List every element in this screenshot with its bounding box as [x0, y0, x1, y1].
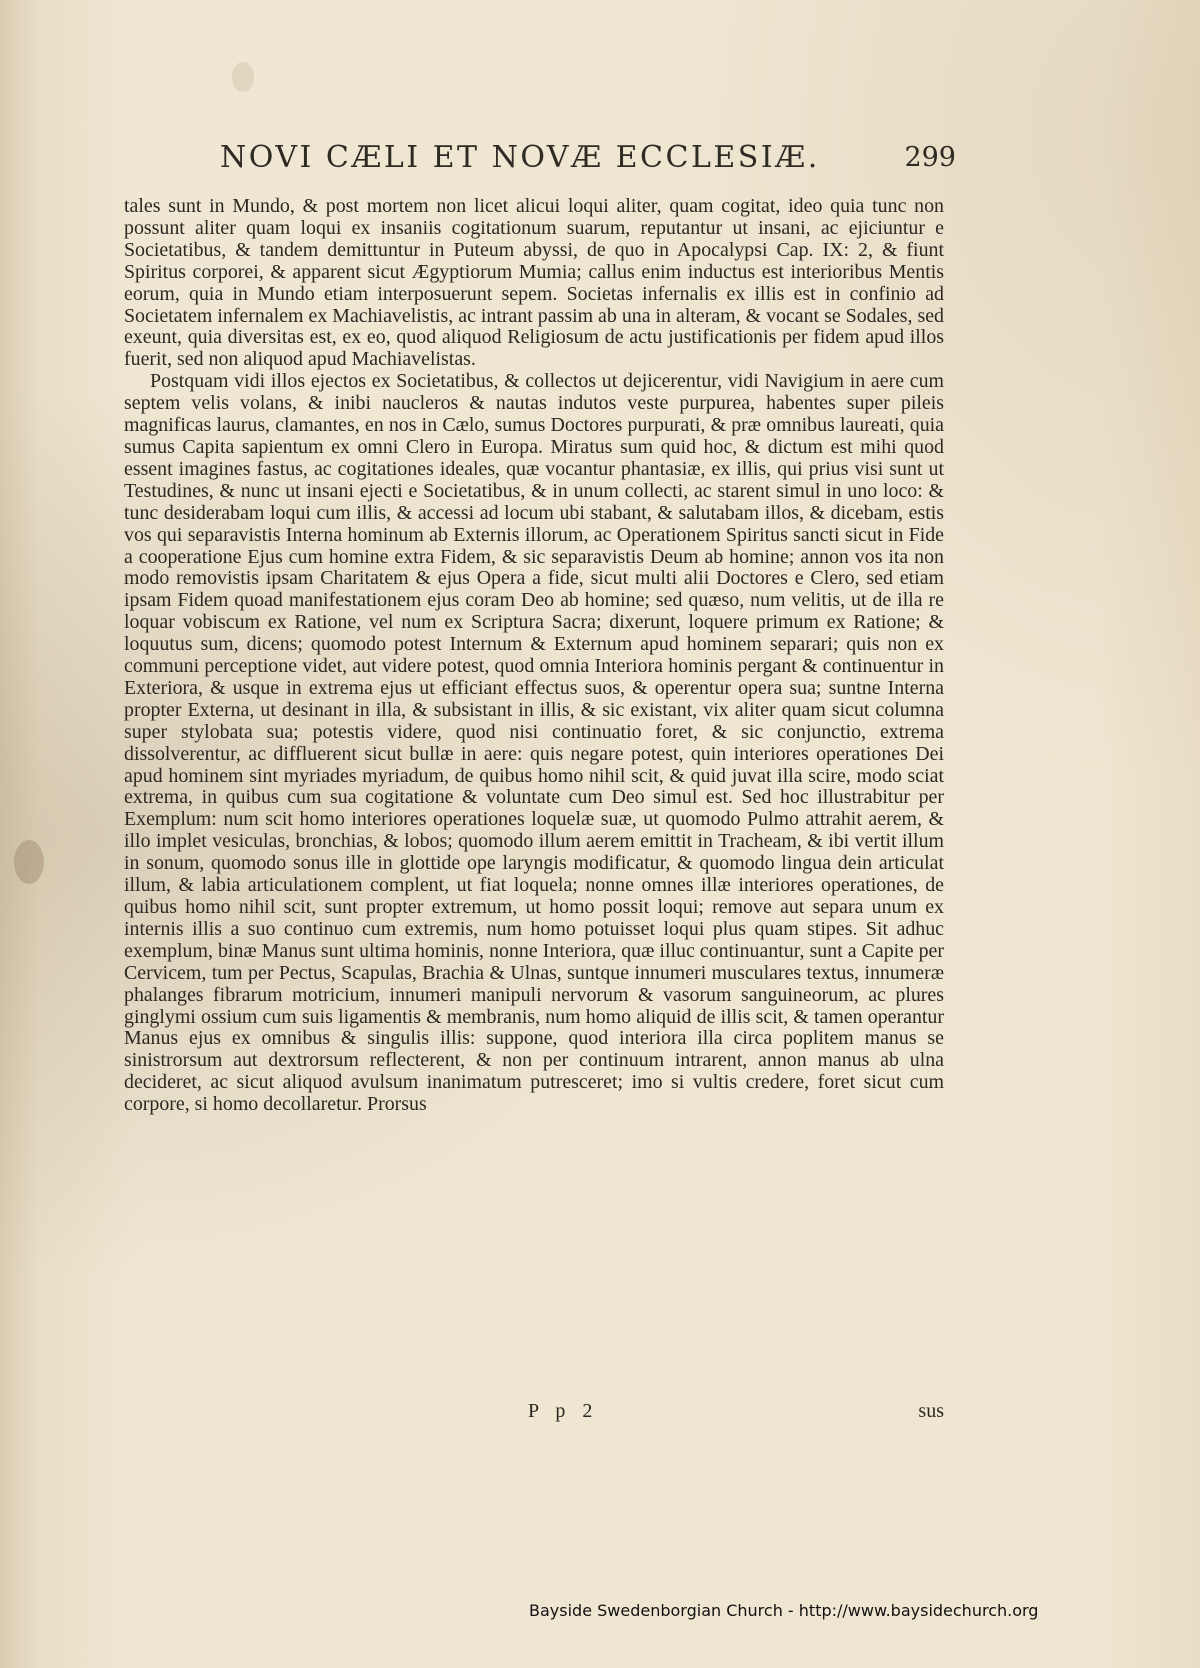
paragraph: Postquam vidi illos ejectos ex Societatibus, & collectos ut dejicerentur, vidi Navigium in aere cum septem velis volans, & inibi naucleros & nautas indutos veste purpurea, habentes super pileis magnificas laurus, clamantes, en nos in Cælo, sumus Doctores purpurati, & præ omnibus laureati, quia sumus Capita sapientum ex omni Clero in Europa. Miratus sum quid hoc, & dictum est mihi quod essent imagines fastus, ac cogitationes ideales, quæ vocantur phantasiæ, ex illis, qui prius visi sunt ut Testudines, & nunc ut insani ejecti e Societatibus, & in unum collecti, ac starent simul in uno loco: & tunc desiderabam loqui cum illis, & accessi ad locum ubi stabant, & salutabam illos, & dicebam, estis vos qui separavistis Interna hominum ab Externis illorum, ac Operationem Spiritus sancti sicut in Fide a cooperatione Ejus cum homine extra Fidem, & sic separavistis Deum ab homine; annon vos ita non modo removistis ipsam Charitatem & ejus Opera a fide, sicut multi alii Doctores e Clero, sed etiam ipsam Fidem quoad manifestationem ejus coram Deo ab homine; sed quæso, num velitis, ut de illa re loquar vobiscum ex Ratione, vel num ex Scriptura Sacra; dixerunt, loquere primum ex Ratione; & loquutus sum, dicens; quomodo potest Internum & Externum apud hominem separari; quis non ex communi perceptione videt, aut videre potest, quod omnia Interiora hominis pergant & continuentur in Exteriora, & usque in extrema ejus ut efficiant effectus suos, & operentur opera sua; suntne Interna propter Externa, ut desinant in illa, & subsistant in illis, & sic existant, vix aliter quam sicut columna super stylobata sua; potestis videre, quod nisi continuatio foret, & sic conjunctio, extrema dissolverentur, ac diffluerent sicut bullæ in aere: quis negare potest, quin interiores operationes Dei apud hominem sint myriades myriadum, de quibus homo nihil scit, & quid juvat illa scire, modo sciat extrema, in quibus cum sua cogitatione & voluntate cum Deo simul est. Sed hoc illustrabitur per Exemplum: num scit homo interiores operationes loquelæ suæ, ut quomodo Pulmo attrahit aerem, & illo implet vesiculas, bronchias, & lobos; quomodo illum aerem emittit in Tracheam, & ibi vertit illum in sonum, quomodo sonus ille in glottide ope laryngis modificatur, & quomodo lingua dein articulat illum, & labia articulationem complent, ut fiat loquela; nonne omnes illæ interiores operationes, de quibus homo nihil scit, sunt propter extremum, ut homo possit loqui; remove aut separa unum ex internis illis a suo continuo cum extremis, num homo potuisset loqui plus quam stipes. Sit adhuc exemplum, binæ Manus sunt ultima hominis, nonne Interiora, quæ illuc continuantur, sunt a Capite per Cervicem, tum per Pectus, Scapulas, Brachia & Ulnas, suntque innumeri musculares textus, innumeræ phalanges fibrarum motricium, innumeri manipuli nervorum & vasorum sanguineorum, ac plures ginglymi ossium cum suis ligamentis & membranis, num homo aliquid de illis scit, & tamen operantur Manus ejus ex omnibus & singulis illis: suppone, quod interiora illa circa poplitem manus se sinistrorsum aut dextrorsum reflecterent, & non per continuum intrarent, annon manus ab ulna decideret, ac sicut aliquod avulsum inanimatum putresceret; imo si vultis credere, foret sicut cum corpore, si homo decollaretur. Prorsus: [124, 370, 944, 1116]
page-number: 299: [904, 142, 956, 173]
signature-mark: P p 2: [528, 1400, 599, 1422]
watermark-link: Bayside Swedenborgian Church - http://www.baysidechurch.org: [529, 1601, 1039, 1620]
page-stain: [14, 840, 44, 884]
page-header: [216, 140, 956, 180]
page-stain: [232, 62, 254, 92]
page-footer: [124, 1400, 944, 1426]
body-text: [124, 196, 944, 1116]
paragraph-continued: tales sunt in Mundo, & post mortem non licet alicui loqui aliter, quam cogitat, ideo quia tunc non possunt aliter quam loqui ex insaniis cogitationum suarum, reputantur ut insani, ac ejiciuntur e Societatibus, & tandem demittuntur in Puteum abyssi, de quo in Apocalypsi Cap. IX: 2, & fiunt Spiritus corporei, & apparent sicut Ægyptiorum Mumia; callus enim inductus est interioribus Mentis eorum, quia in Mundo etiam interposuerunt sepem. Societas infernalis ex illis est in confinio ad Societatem infernalem ex Machiavelistis, ac intrant passim ab una in alteram, & vocant se Sodales, sed exeunt, quia diversitas est, ex eo, quod aliquod Religiosum de actu justificationis per fidem apud illos fuerit, sed non aliquod apud Machiavelistas.: [124, 195, 944, 371]
catchword: sus: [918, 1400, 944, 1422]
running-head: NOVI CÆLI ET NOVÆ ECCLESIÆ.: [220, 140, 820, 175]
